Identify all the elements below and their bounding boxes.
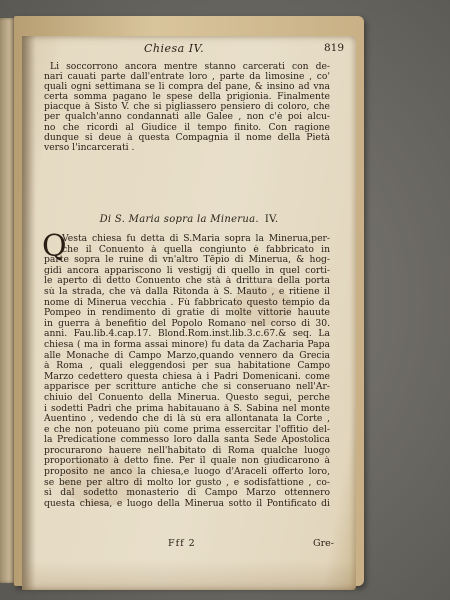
paragraph-2 [22, 229, 356, 509]
page-bottom-shade [22, 560, 356, 590]
text-line: Marzo cedettero questa chiesa à i Padri Domenicani. come [44, 371, 330, 382]
text-line: questa chiesa, e luogo della Minerua sotto il Pontificato di [44, 498, 330, 509]
text-line: per qualch'anno condannati alle Galee , non c'è poi alcu- [44, 112, 330, 123]
text-line: proportionato à detto fine. Per il quale non giudicarono à [44, 456, 330, 467]
text-line: chiuio del Conuento della Minerua. Questo seguì, perche [44, 392, 330, 403]
text-line: no che ricordi al Giudice il tempo finito. Con ragione [44, 122, 330, 133]
text-line: apparisce per scritture antiche che si conseruano nell'Ar- [44, 382, 330, 393]
section-title [22, 214, 356, 225]
text-line: piacque à Sisto V. che si pigliassero pensiero di coloro, che [44, 102, 330, 113]
text-line: che il Conuento à quella congiunto è fabbricato in [62, 244, 330, 255]
text-line: verso l'incarcerati . [44, 142, 135, 153]
text-line: proposito ne anco la chiesa,e luogo d'Araceli offerto loro, [44, 467, 330, 478]
text-line: anni. Fau.lib.4.cap.17. Blond.Rom.inst.lib.3.c.67.& seq. La [44, 329, 330, 340]
text-line: le aperto di detto Conuento che stà à drittura della porta [44, 276, 330, 287]
text-line: certa somma pagano le spese della prigionia. Finalmente [44, 92, 330, 103]
text-line: sì dal sodetto monasterio di Campo Marzo ottennero [44, 488, 330, 499]
book [14, 16, 364, 586]
running-head: Chiesa IV. [144, 42, 205, 55]
signature-mark: Fff 2 [168, 538, 196, 549]
book-page [22, 36, 356, 590]
catchword: Gre- [313, 538, 334, 549]
paragraph-1 [22, 62, 356, 153]
text-line: sù la strada, che và dalla Ritonda à S. Mauto , e ritiene il [44, 286, 330, 297]
text-line: parte sopra le ruine di vn'altro Tēpio di Minerua, & hog- [44, 255, 330, 266]
text-line: la Predicatione commesso loro dalla santa Sede Apostolica [44, 435, 330, 446]
text-line: e che non poteuano più come prima essercitar l'offitio del- [44, 424, 330, 435]
page-number: 819 [323, 42, 344, 54]
text-line: Auentino , vedendo che di là sù era allontanata la Corte , [44, 414, 330, 425]
page-footer [22, 538, 356, 552]
text-line: Li soccorrono ancora mentre stanno carcerati con de- [50, 62, 330, 72]
text-line: chiesa ( ma in forma assai minore) fu data da Zacharia Papa [44, 339, 330, 350]
text-line: Vesta chiesa fu detta di S.Maria sopra la Minerua,per- [62, 234, 330, 244]
text-line: procurarono hauere nell'habitato di Roma qualche luogo [44, 445, 330, 456]
text-line: nari cauati parte dall'entrate loro , parte da limosine , co' [44, 72, 330, 83]
text-line: à Roma , quali eleggendosi per sua habitatione Campo [44, 361, 330, 372]
text-line: alle Monache di Campo Marzo,quando vennero da Grecia [44, 350, 330, 361]
text-line: i sodetti Padri che prima habitauano à S. Sabina nel monte [44, 403, 330, 414]
text-line: in guerra à benefitio del Popolo Romano nel corso di 30. [44, 318, 330, 329]
text-line: quali ogni settimana se li compra del pane, & insino ad vna [44, 82, 330, 93]
text-line: Pompeo in rendimento di gratie di molte vittorie hauute [44, 308, 330, 319]
text-line: se bene per altro di molto lor gusto , e sodisfattione , co- [44, 477, 330, 488]
text-line: dunque si deue à questa Compagnia il nome della Pietà [44, 132, 330, 143]
page-header [62, 42, 344, 58]
text-line: gidì ancora appariscono li vestigij di quello in quel corti- [44, 265, 330, 276]
section-number: IV. [264, 214, 279, 225]
drop-cap: Q [42, 229, 67, 264]
section-title-text: Di S. Maria sopra la Minerua. [99, 214, 259, 225]
text-line: nome di Minerua vecchia . Fù fabbricato questo tempio da [44, 297, 330, 308]
